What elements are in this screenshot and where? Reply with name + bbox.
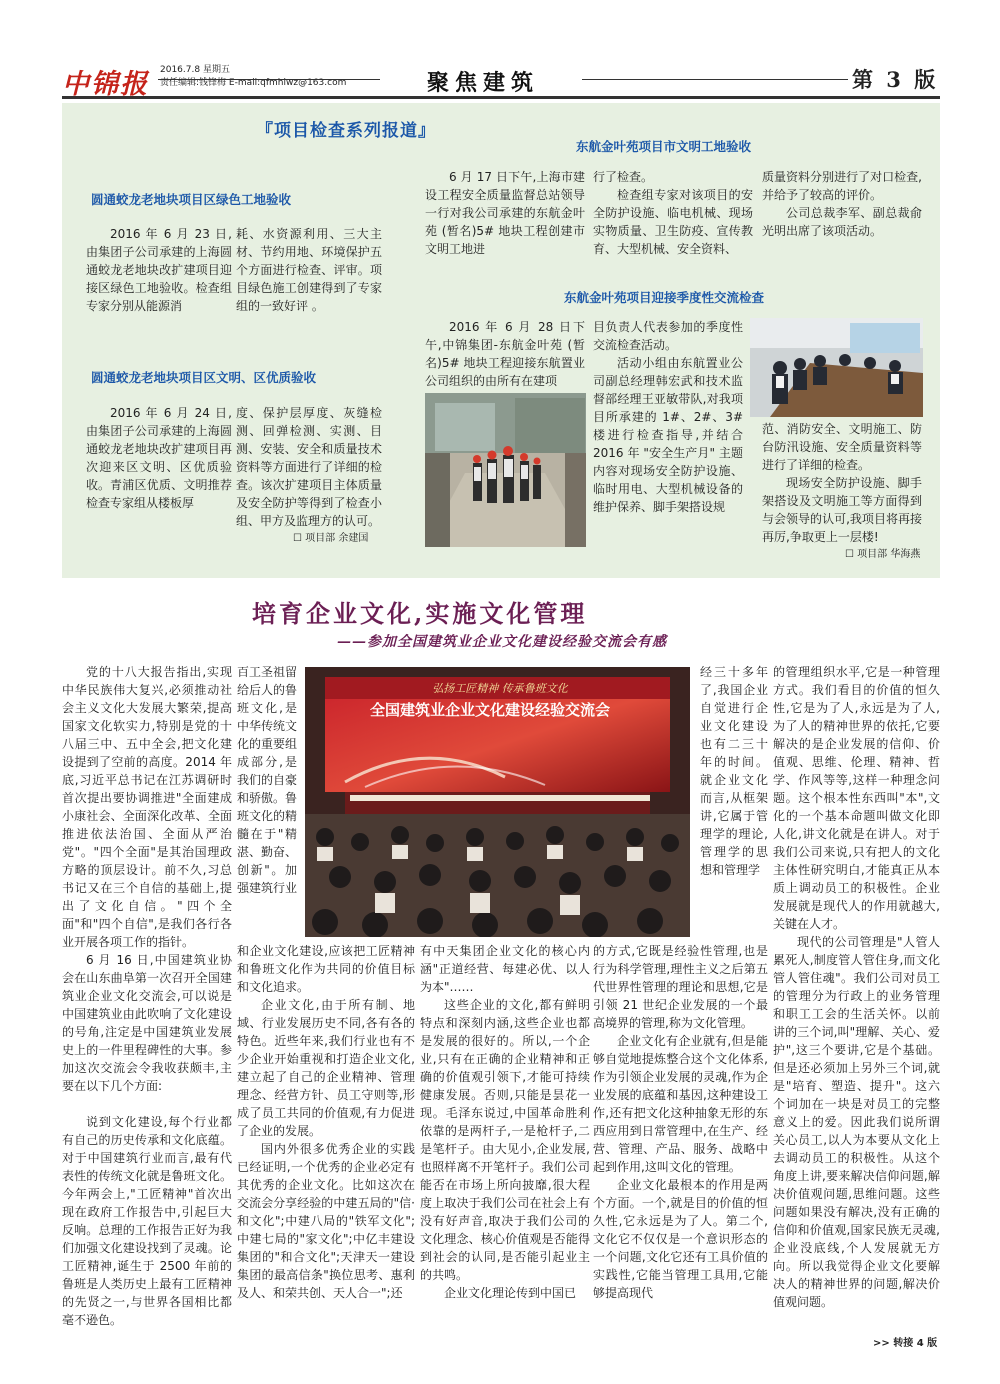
paragraph: 现代的公司管理是"人管人累死人,制度管人管住身,而文化管人管住魂"。我们公司对员工的管理分为行政上的业务管理和职工工会的生活关怀。以前讲的三个词,叫"理解、关心、爱护",这三个要讲,它是个基础。但是还必须加上另外三个词,就是"培育、塑造、提升"。这六个词加在一块是对员工的完整意义上的爱。因此我们说所谓关心员工,以人为本要从文化上去调动员工的积极性。从这个角度上讲,要来解决信仰问题,解决价值观问题,思维问题。这些问题如果没有解决,没有正确的信仰和价值观,国家民族无灵魂,企业没底线,个人发展就无方向。所以我觉得企业文化要解决人的精神世界的问题,解决价值观问题。	[773, 935, 940, 1309]
paragraph: 经三十多年了,我国企业自觉进行企业文化建设也有二三十年的时间。就企业文化而言,从框架讲,它属于管理学的理论,管理学的思想和管理学	[700, 665, 768, 877]
paragraph: 企业文化有企业就有,但是能够自觉地提炼整合这个文化体系,作为引领企业发展的灵魂,作为企业发展的底蕴和基因,这种建设工作,还有把文化这种抽象无形的东西应用到日常管理中,在生产、经营、管理、产品、服务、战略中起到作用,这叫文化的管理。	[593, 1034, 768, 1174]
article-title: 东航金叶苑项目迎接季度性交流检查	[564, 290, 765, 305]
article-text: 范、消防安全、文明施工、防台防汛设施、安全质量资料等进行了详细的检查。	[762, 422, 922, 472]
article-text: 目负责人代表参加的季度性交流检查活动。	[593, 320, 743, 352]
paragraph: 有中天集团企业文化的核心内涵"正道经营、每建必优、以人为本"……	[420, 944, 590, 994]
section-title: 聚焦建筑	[426, 70, 539, 96]
article-column	[700, 663, 768, 879]
paragraph: 的管理组织水平,它是一种管理方式。我们看目的价值的恒久性,它是为了人,永远是为了人,为了人的精神世界的依托,它要解决的是企业发展的信仰、价值观、思维、伦理、精神、哲学、作风等等,这样一种理念问题。这个根本性东西叫"本",文化的一个基本命题叫做文化即人化,讲文化就是在讲人。对于我们公司来说,只有把人的文化主体性研究明白,才能真正从本质上调动员工的积极性。企业发展就是现代人的作用就越大,关键在人才。	[773, 665, 940, 931]
article-text: 2016 年 6 月 24 日,由集团子公司承建的上海圆通蛟龙老地块改扩建项目再次迎来区文明、区优质验收。	[86, 406, 232, 492]
byline: ☐ 项目部 华海燕	[845, 549, 921, 560]
paragraph: 国内外很多优秀企业的实践已经证明,一个优秀的企业必定有其优秀的企业文化。比如这次在交流会分享经验的中建五局的"信·和文化";中建八局的"铁军文化";中建七局的"家文化";中亿丰建设集团的"和合文化";天津天一建设集团的最高信条"换位思考、惠利及人、和荣共创、天人合一";还	[237, 1142, 415, 1300]
paragraph: 企业文化,由于所有制、地域、行业发展历史不同,各有各的特色。近些年来,我们行业也有不少企业开始重视和打造企业文化,建立起了自己的企业精神、管理理念、经营方针、员工守则等,形成了员工共同的价值观,有力促进了企业的发展。	[237, 998, 415, 1138]
issue-editor: 责任编辑:钱锋梅 E-mail:qfmhlwz@163.com	[160, 78, 347, 88]
meeting-room-photo	[750, 318, 923, 417]
main-article-title: 培育企业文化,实施文化管理	[252, 599, 588, 628]
banner-main-text: 全国建筑业企业文化建设经验交流会	[369, 701, 611, 719]
issue-meta	[160, 64, 346, 90]
article-text: 行了检查。	[593, 170, 654, 184]
conference-photo	[305, 667, 690, 937]
paragraph: 6 月 16 日,中国建筑业协会在山东曲阜第一次召开全国建筑业企业文化交流会,可以说是中国建筑业由此吹响了文化建设的号角,注定是中国建筑业发展史上的一件里程碑性的大事。参加这次交流会令我收获颇丰,主要在以下几个方面:	[62, 953, 232, 1093]
byline: ☐ 项目部 余建国	[293, 533, 369, 544]
paragraph: 企业文化最根本的作用是两个方面。一个,就是目的价值的恒久性,它永远是为了人。第二个,文化它不仅仅是一个意识形态的一个问题,文化它还有工具价值的实践性,它能当管理工具用,它能够提高现代	[593, 1178, 768, 1300]
paragraph: 的方式,它既是经验性管理,也是行为科学管理,理性主义之后第五代世界性管理的理论和思想,它是引领 21 世纪企业发展的一个最高境界的管理,称为文化管理。	[593, 944, 768, 1030]
paragraph: 企业文化理论传到中国已	[444, 1286, 577, 1300]
paragraph: 和企业文化建设,应该把工匠精神和鲁班文化作为共同的价值目标和文化追求。	[237, 944, 415, 994]
article-title: 圆通蛟龙老地块项目区绿色工地验收	[91, 192, 292, 207]
article-text: 质量资料分别进行了对口检查,并给予了较高的评价。	[762, 170, 922, 202]
newspaper-logo: 中锦报	[62, 69, 149, 100]
paragraph: 这些企业的文化,都有鲜明特点和深刻内涵,这些企业也都是发展的很好的。所以,一个企业,只有在正确的企业精神和正确的价值观引领下,才能可持续健康发展。否则,只能是昙花一现。毛泽东说过,中国革命胜利依靠的是两杆子,一是枪杆子,二是笔杆子。由大见小,企业发展,也照样离不开笔杆子。我们公司能否在市场上所向披靡,很大程度上取决于我们公司在社会上有没有好声音,取决于我们公司的文化理念、核心价值观是否能得到社会的认同,是否能引起业主的共鸣。	[420, 998, 590, 1282]
article-text: 2016 年 6 月 23 日,由集团子公司承建的上海圆通蛟龙老地块改扩建项目迎接区绿色工地验收。检查组专家分别从能源消	[86, 227, 232, 313]
main-article-subtitle: ——参加全国建筑业企业文化建设经验交流会有感	[337, 634, 667, 650]
divider	[158, 79, 380, 80]
paragraph: 百工圣祖留给后人的鲁班文化,是中华传统文化的重要组成部分,是我们的自豪和骄傲。鲁班文化的精髓在于"精湛、勤奋、创新"。加强建筑行业	[237, 665, 298, 895]
site-inspection-photo	[425, 393, 586, 547]
article-title: 圆通蛟龙老地块项目区文明、区优质验收	[91, 370, 317, 385]
article-text: 公司总裁李军、副总裁俞光明出席了该项活动。	[762, 206, 922, 238]
series-title: 『项目检查系列报道』	[256, 121, 436, 141]
article-column	[62, 663, 232, 1329]
article-column	[593, 942, 768, 1302]
article-column	[420, 942, 590, 1302]
article-text: 6 月 17 日下午,上海市建设工程安全质量监督总站领导一行对我公司承建的东航金叶苑 (暂名)5# 地块工程创建市文明工地进	[425, 170, 585, 256]
article-column	[773, 663, 940, 1311]
article-title: 东航金叶苑项目市文明工地验收	[576, 139, 752, 154]
page-header	[0, 0, 1000, 100]
header-rule	[62, 96, 940, 99]
article-text: 2016 年 6 月 28 日下午,中锦集团-东航金叶苑 (暂名)5# 地块工程迎接东航置业公司组织的由所有在建项	[425, 320, 585, 388]
article-text: 青浦区优质、文明推荐检查专家组从楼板厚	[86, 478, 232, 510]
article-text: 活动小组由东航置业公司副总经理韩宏武和技术监督部经理王亚敏带队,对我项目所承建的 1#、2#、3# 楼进行检查指导,并结合 2016 年 "安全生产月" 主题内容对现场安全防护设施、临时用电、大型机械设备的维护保养、脚手架搭设规	[593, 356, 743, 514]
article-text: 检查组专家对该项目的安全防护设施、临电机械、现场实物质量、卫生防疫、宣传教育、大型机械、安全资料、	[593, 188, 753, 256]
article-column	[237, 663, 297, 897]
divider	[582, 79, 848, 80]
continued-note: >> 转接 4 版	[873, 1338, 938, 1349]
page-number: 第 3 版	[852, 67, 939, 92]
article-text: 度、保护层厚度、灰缝检测、回弹检测、实测、目测、安装、安全和质量技术资料等方面进行了详细的检查。该次扩建项目主体质量及安全防护等得到了检查小组、甲方及监理方的认可。	[236, 406, 382, 528]
article-text: 耗、水资源利用、三大主材、节约用地、环境保护五个方面进行检查、评审。项目绿色施工创建得到了专家组的一致好评 。	[236, 227, 382, 313]
article-text: 现场安全防护设施、脚手架搭设及文明施工等方面得到与会领导的认可,我项目将再接再厉,争取更上一层楼!	[762, 476, 922, 544]
banner-top-text: 弘扬工匠精神 传承鲁班文化	[432, 682, 568, 695]
paragraph: 说到文化建设,每个行业都有自己的历史传承和文化底蕴。对于中国建筑行业而言,最有代表性的传统文化就是鲁班文化。今年两会上,"工匠精神"首次出现在政府工作报告中,引起巨大反响。总理的工作报告正好为我们加强文化建设找到了灵魂。论工匠精神,诞生于 2500 年前的鲁班是人类历史上最有工匠精神的先贤之一,与世界各国相比都毫不逊色。	[62, 1115, 232, 1327]
paragraph: 党的十八大报告指出,实现中华民族伟大复兴,必须推动社会主义文化大发展大繁荣,提高国家文化软实力,特别是党的十八届三中、五中全会,把文化建设提到了空前的高度。2014 年底,习近平总书记在江苏调研时首次提出要协调推进"全面建成小康社会、全面深化改革、全面推进依法治国、全面从严治党"。"四个全面"是其治国理政方略的顶层设计。前不久,习总书记又在三个自信的基础上,提出了文化自信。"四个全面"和"四个自信",是我们各行各业开展各项工作的指针。	[62, 665, 232, 949]
issue-date: 2016.7.8 星期五	[160, 65, 230, 75]
article-column	[237, 942, 415, 1302]
